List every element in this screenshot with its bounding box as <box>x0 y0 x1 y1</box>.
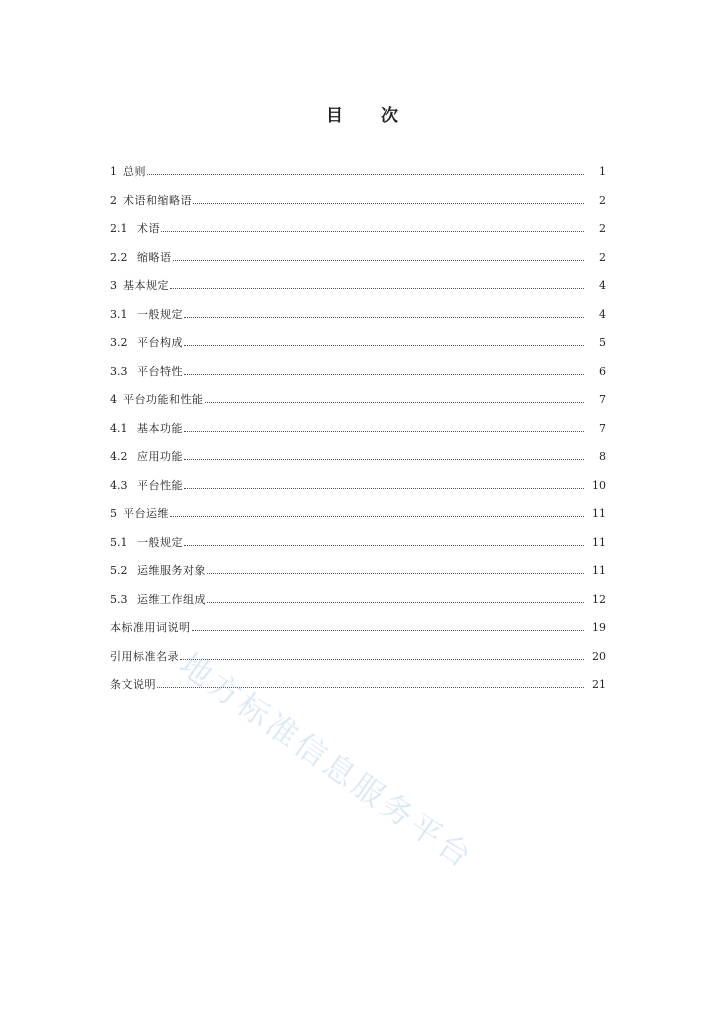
toc-entry-number: 5.1 <box>110 535 128 549</box>
toc-entry[interactable] <box>110 163 606 192</box>
toc-entry-page-number: 11 <box>592 507 606 520</box>
toc-entry-page-number: 5 <box>599 336 606 349</box>
page-title: 目 次 <box>326 106 414 126</box>
toc-entry[interactable] <box>110 391 606 420</box>
toc-entry[interactable] <box>110 534 606 563</box>
toc-dot-leader <box>192 629 585 631</box>
toc-entry-title: 基本规定 <box>123 279 169 292</box>
toc-entry-title: 运维工作组成 <box>137 592 206 606</box>
toc-entry-title: 条文说明 <box>110 678 156 691</box>
toc-entry[interactable] <box>110 676 606 705</box>
toc-entry-title: 平台性能 <box>137 478 183 492</box>
toc-entry-title: 缩略语 <box>137 250 172 264</box>
toc-entry-title: 术语和缩略语 <box>123 193 192 207</box>
toc-entry-number: 3.2 <box>110 336 128 349</box>
toc-entry[interactable] <box>110 420 606 449</box>
toc-entry-page-number: 6 <box>599 364 606 378</box>
toc-entry-title: 一般规定 <box>137 307 183 321</box>
toc-entry[interactable] <box>110 277 606 306</box>
toc-dot-leader <box>173 259 585 261</box>
toc-entry-title: 本标准用词说明 <box>110 621 191 634</box>
toc-entry-page-number: 2 <box>599 222 606 235</box>
toc-entry-number: 5 <box>110 507 117 520</box>
toc-dot-leader <box>170 287 584 289</box>
toc-entry-number: 4 <box>110 393 117 406</box>
toc-entry[interactable] <box>110 192 606 221</box>
toc-entry-page-number: 21 <box>592 678 606 691</box>
toc-entry[interactable] <box>110 363 606 392</box>
toc-entry-page-number: 4 <box>599 279 606 292</box>
toc-entry-page-number: 11 <box>592 564 606 577</box>
toc-dot-leader <box>184 344 584 346</box>
toc-entry-page-number: 7 <box>599 421 606 435</box>
toc-dot-leader <box>170 515 584 517</box>
toc-dot-leader <box>184 458 584 460</box>
toc-entry-number: 2.2 <box>110 250 128 264</box>
toc-entry-number: 5.2 <box>110 564 128 577</box>
toc-entry[interactable] <box>110 505 606 534</box>
toc-entry-title: 一般规定 <box>137 535 183 549</box>
toc-entry-page-number: 4 <box>599 307 606 321</box>
toc-entry-title: 平台功能和性能 <box>123 393 204 406</box>
toc-entry-page-number: 12 <box>592 592 606 606</box>
toc-entry-title: 基本功能 <box>137 421 183 435</box>
toc-entry-title: 总则 <box>123 165 146 178</box>
toc-entry-number: 3.3 <box>110 364 128 378</box>
toc-dot-leader <box>147 173 584 175</box>
toc-dot-leader <box>157 686 584 688</box>
toc-entry-number: 2 <box>110 193 117 207</box>
toc-entry-title: 运维服务对象 <box>137 564 206 577</box>
toc-entry[interactable] <box>110 648 606 677</box>
toc-dot-leader <box>161 230 584 232</box>
toc-entry[interactable] <box>110 477 606 506</box>
watermark-text: 地方标准信息服务平台 <box>172 646 481 877</box>
toc-entry-number: 4.1 <box>110 421 128 435</box>
toc-entry[interactable] <box>110 619 606 648</box>
toc-dot-leader <box>184 316 584 318</box>
toc-entry-title: 引用标准名录 <box>110 649 179 663</box>
toc-entry[interactable] <box>110 591 606 620</box>
toc-entry[interactable] <box>110 249 606 278</box>
toc-entry-page-number: 19 <box>592 621 606 634</box>
toc-entry[interactable] <box>110 448 606 477</box>
toc-entry-title: 平台运维 <box>123 507 169 520</box>
toc-entry-number: 2.1 <box>110 222 128 235</box>
toc-dot-leader <box>207 601 584 603</box>
table-of-contents <box>110 163 606 705</box>
toc-dot-leader <box>180 658 584 660</box>
toc-entry-page-number: 10 <box>592 478 606 492</box>
toc-entry[interactable] <box>110 220 606 249</box>
toc-entry-page-number: 7 <box>599 393 606 406</box>
toc-entry-number: 5.3 <box>110 592 128 606</box>
toc-entry-number: 3.1 <box>110 307 128 321</box>
toc-entry-title: 术语 <box>137 222 160 235</box>
toc-dot-leader <box>184 430 584 432</box>
toc-dot-leader <box>207 572 584 574</box>
toc-entry-number: 3 <box>110 279 117 292</box>
toc-entry-page-number: 1 <box>599 165 606 178</box>
toc-dot-leader <box>184 373 584 375</box>
toc-entry-title: 平台构成 <box>137 336 183 349</box>
toc-entry-page-number: 11 <box>592 535 606 549</box>
toc-entry-number: 1 <box>110 165 117 178</box>
toc-entry-page-number: 20 <box>592 649 606 663</box>
toc-dot-leader <box>184 487 584 489</box>
toc-dot-leader <box>205 401 585 403</box>
toc-entry[interactable] <box>110 562 606 591</box>
toc-entry-title: 应用功能 <box>137 450 183 463</box>
toc-dot-leader <box>193 202 584 204</box>
toc-dot-leader <box>184 544 584 546</box>
toc-entry-page-number: 2 <box>599 250 606 264</box>
toc-entry-number: 4.2 <box>110 450 128 463</box>
toc-entry-page-number: 2 <box>599 193 606 207</box>
toc-entry-title: 平台特性 <box>137 364 183 378</box>
toc-entry-page-number: 8 <box>599 450 606 463</box>
toc-entry[interactable] <box>110 334 606 363</box>
toc-entry-number: 4.3 <box>110 478 128 492</box>
toc-entry[interactable] <box>110 306 606 335</box>
